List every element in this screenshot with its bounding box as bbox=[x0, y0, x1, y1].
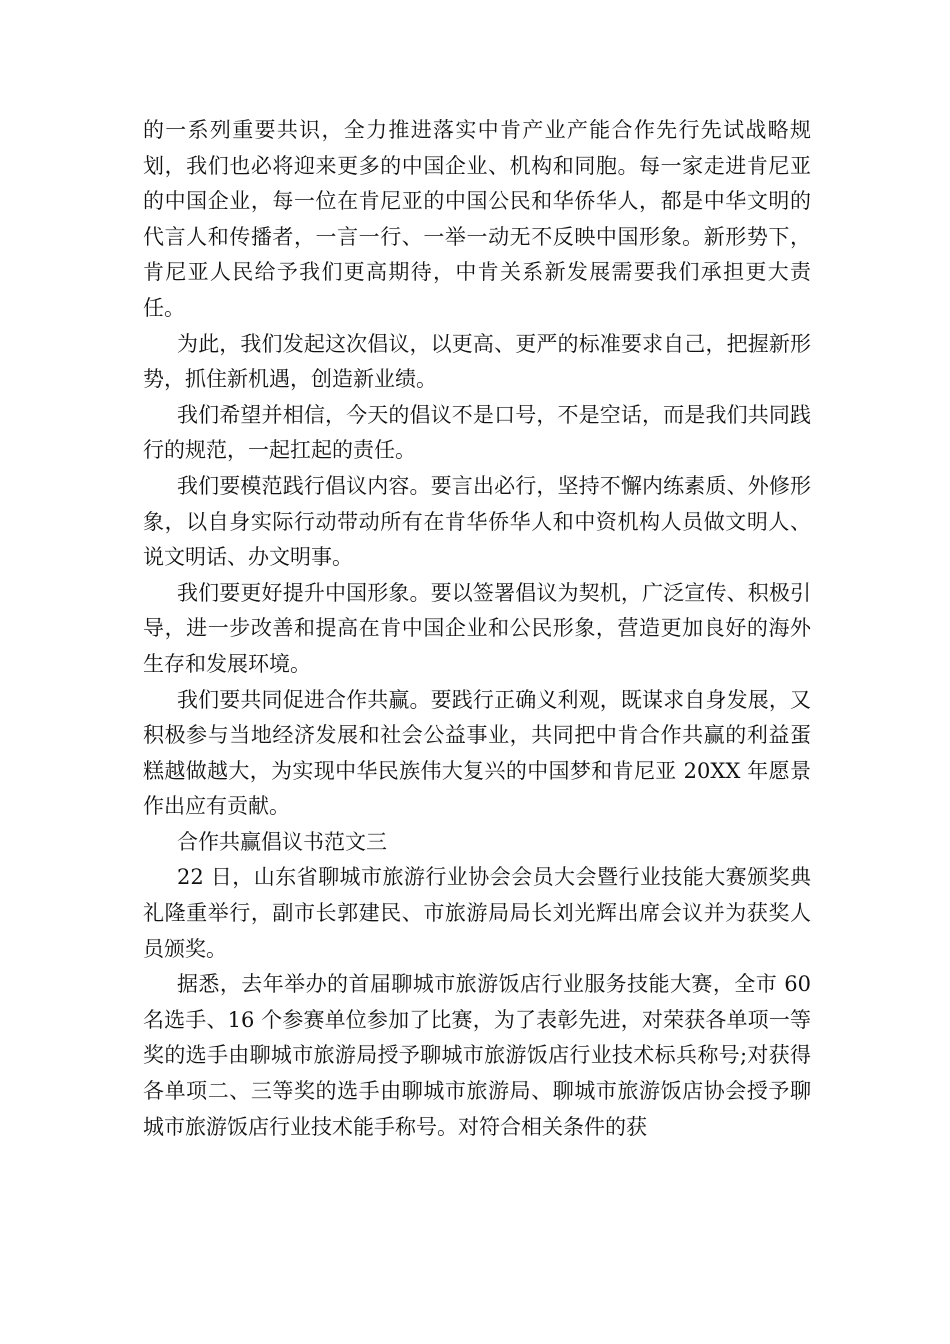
paragraph-4: 我们要模范践行倡议内容。要言出必行，坚持不懈内练素质、外修形象，以自身实际行动带动所有在肯华侨华人和中资机构人员做文明人、说文明话、办文明事。 bbox=[143, 473, 811, 570]
paragraph-8: 据悉，去年举办的首届聊城市旅游饭店行业服务技能大赛，全市 60 名选手、16 个参赛单位参加了比赛，为了表彰先进，对荣获各单项一等奖的选手由聊城市旅游局授予聊城市旅游饭店行业技术标兵称号;对获得各单项二、三等奖的选手由聊城市旅游局、聊城市旅游饭店协会授予聊城市旅游饭店行业技术能手称号。对符合相关条件的获 bbox=[143, 972, 811, 1139]
paragraph-5: 我们要更好提升中国形象。要以签署倡议为契机，广泛宣传、积极引导，进一步改善和提高在肯中国企业和公民形象，营造更加良好的海外生存和发展环境。 bbox=[143, 580, 811, 676]
paragraph-6: 我们要共同促进合作共赢。要践行正确义利观，既谋求自身发展，又积极参与当地经济发展和社会公益事业，共同把中肯合作共赢的利益蛋糕越做越大，为实现中华民族伟大复兴的中国梦和肯尼亚 20XX 年愿景作出应有贡献。 bbox=[143, 687, 811, 819]
paragraph-3: 我们希望并相信，今天的倡议不是口号，不是空话，而是我们共同践行的规范，一起扛起的责任。 bbox=[143, 402, 811, 463]
section-heading: 合作共赢倡议书范文三 bbox=[177, 829, 387, 854]
paragraph-2: 为此，我们发起这次倡议，以更高、更严的标准要求自己，把握新形势，抓住新机遇，创造新业绩。 bbox=[143, 331, 811, 392]
paragraph-1: 的一系列重要共识，全力推进落实中肯产业产能合作先行先试战略规划，我们也必将迎来更多的中国企业、机构和同胞。每一家走进肯尼亚的中国企业，每一位在肯尼亚的中国公民和华侨华人，都是中华文明的代言人和传播者，一言一行、一举一动无不反映中国形象。新形势下，肯尼亚人民给予我们更高期待，中肯关系新发展需要我们承担更大责任。 bbox=[143, 118, 811, 320]
paragraph-7: 22 日，山东省聊城市旅游行业协会会员大会暨行业技能大赛颁奖典礼隆重举行，副市长郭建民、市旅游局局长刘光辉出席会议并为获奖人员颁奖。 bbox=[143, 865, 811, 961]
document-body bbox=[143, 113, 811, 1145]
